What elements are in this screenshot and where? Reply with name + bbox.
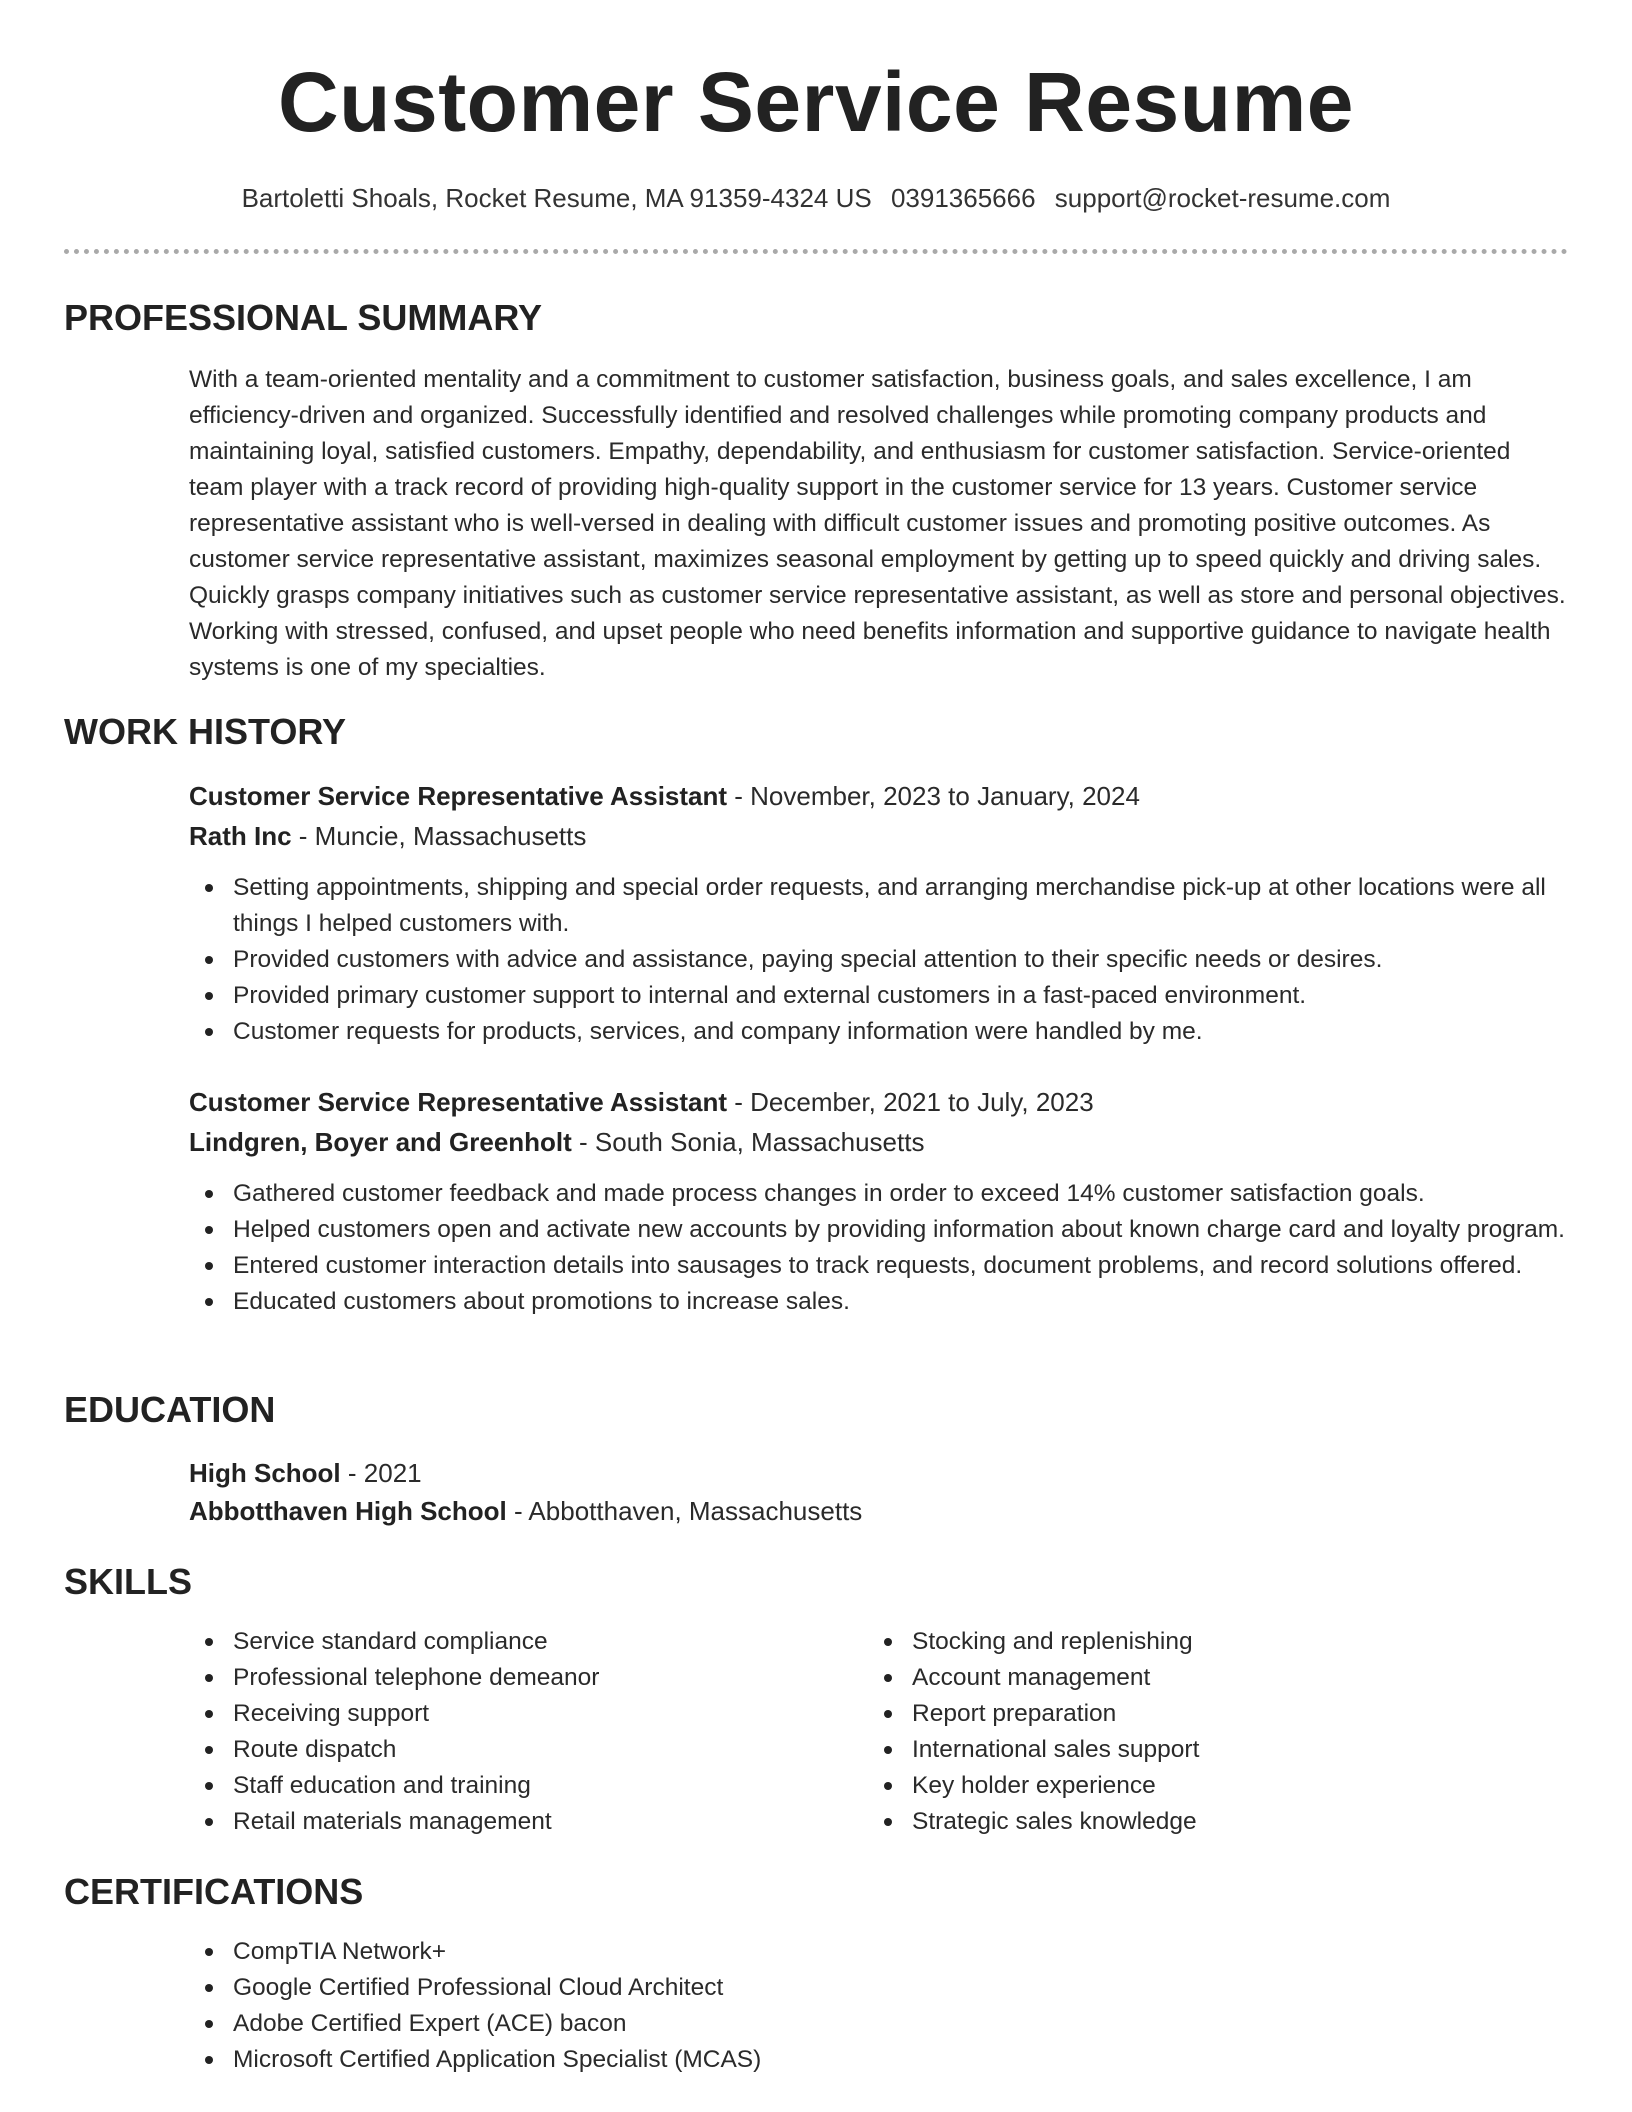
job-entry [189, 1082, 1569, 1320]
job-bullet: Helped customers open and activate new accounts by providing information about known charge card and loyalty program. [189, 1212, 1569, 1248]
skills-column-left [189, 1624, 849, 1840]
job-entry [189, 776, 1569, 1050]
job-bullet: Provided primary customer support to internal and external customers in a fast-paced environment. [189, 978, 1569, 1014]
job-bullet: Educated customers about promotions to increase sales. [189, 1284, 1569, 1320]
resume-title: Customer Service Resume [278, 55, 1354, 149]
certifications-entry [189, 1934, 1569, 2078]
certification-item: CompTIA Network+ [189, 1934, 1569, 1970]
section-title-skills: SKILLS [64, 1561, 193, 1602]
education-location: - Abbotthaven, Massachusetts [506, 1496, 863, 1526]
education-degree-line [189, 1454, 1569, 1492]
skill-item: Key holder experience [868, 1768, 1528, 1804]
skill-item: Route dispatch [189, 1732, 849, 1768]
contact-phone: 0391365666 [890, 183, 1036, 213]
skill-item: Professional telephone demeanor [189, 1660, 849, 1696]
skill-item: Staff education and training [189, 1768, 849, 1804]
header-divider [64, 249, 1568, 254]
skill-item: Report preparation [868, 1696, 1528, 1732]
job-location: - South Sonia, Massachusetts [571, 1127, 925, 1157]
section-title-certifications: CERTIFICATIONS [64, 1871, 364, 1912]
education-entry [189, 1454, 1569, 1530]
education-school: Abbotthaven High School [189, 1496, 507, 1526]
job-bullet: Customer requests for products, services, and company information were handled by me. [189, 1014, 1569, 1050]
section-title-summary: PROFESSIONAL SUMMARY [64, 297, 543, 338]
skills-list [189, 1624, 849, 1840]
job-dates: - November, 2023 to January, 2024 [727, 781, 1140, 811]
job-bullet: Gathered customer feedback and made process changes in order to exceed 14% customer satisfaction goals. [189, 1176, 1569, 1212]
job-dates: - December, 2021 to July, 2023 [727, 1087, 1094, 1117]
skills-list [868, 1624, 1528, 1840]
job-title-line [189, 1082, 1569, 1122]
contact-line [0, 180, 1632, 216]
contact-address: Bartoletti Shoals, Rocket Resume, MA 91359-4324 US [241, 183, 872, 213]
certification-item: Google Certified Professional Cloud Architect [189, 1970, 1569, 2006]
section-title-work: WORK HISTORY [64, 711, 347, 752]
skill-item: Service standard compliance [189, 1624, 849, 1660]
certification-item: Microsoft Certified Application Specialist (MCAS) [189, 2042, 1569, 2078]
contact-email: support@rocket-resume.com [1054, 183, 1391, 213]
skill-item: Retail materials management [189, 1804, 849, 1840]
skill-item: Account management [868, 1660, 1528, 1696]
skill-item: Stocking and replenishing [868, 1624, 1528, 1660]
summary-text: With a team-oriented mentality and a commitment to customer satisfaction, business goals, and sales excellence, I am efficiency-driven and organized. Successfully identified and resolved challenges while promoting company products and maintaining loyal, satisfied customers. Empathy, dependability, and enthusiasm for customer satisfaction. Service-oriented team player with a track record of providing high-quality support in the customer service for 13 years. Customer service representative assistant who is well-versed in dealing with difficult customer issues and promoting positive outcomes. As customer service representative assistant, maximizes seasonal employment by getting up to speed quickly and driving sales. Quickly grasps company initiatives such as customer service representative assistant, as well as store and personal objectives. Working with stressed, confused, and upset people who need benefits information and supportive guidance to navigate health systems is one of my specialties. [189, 366, 1566, 681]
job-company: Rath Inc [189, 821, 292, 851]
section-title-education: EDUCATION [64, 1389, 276, 1430]
education-degree: High School [189, 1458, 341, 1488]
skills-column-right [868, 1624, 1528, 1840]
job-company: Lindgren, Boyer and Greenholt [189, 1127, 572, 1157]
skill-item: Strategic sales knowledge [868, 1804, 1528, 1840]
certification-item: Adobe Certified Expert (ACE) bacon [189, 2006, 1569, 2042]
job-title-line [189, 776, 1569, 816]
job-company-line [189, 1122, 1569, 1162]
job-company-line [189, 816, 1569, 856]
job-location: - Muncie, Massachusetts [291, 821, 587, 851]
skill-item: International sales support [868, 1732, 1528, 1768]
skill-item: Receiving support [189, 1696, 849, 1732]
job-bullets [189, 870, 1569, 1050]
education-school-line [189, 1492, 1569, 1530]
certifications-list [189, 1934, 1569, 2078]
job-bullet: Provided customers with advice and assistance, paying special attention to their specific needs or desires. [189, 942, 1569, 978]
job-bullet: Entered customer interaction details into sausages to track requests, document problems, and record solutions offered. [189, 1248, 1569, 1284]
education-year: - 2021 [340, 1458, 422, 1488]
job-role: Customer Service Representative Assistant [189, 1087, 728, 1117]
job-bullet: Setting appointments, shipping and special order requests, and arranging merchandise pick-up at other locations were all things I helped customers with. [189, 870, 1569, 942]
job-role: Customer Service Representative Assistant [189, 781, 728, 811]
job-bullets [189, 1176, 1569, 1320]
